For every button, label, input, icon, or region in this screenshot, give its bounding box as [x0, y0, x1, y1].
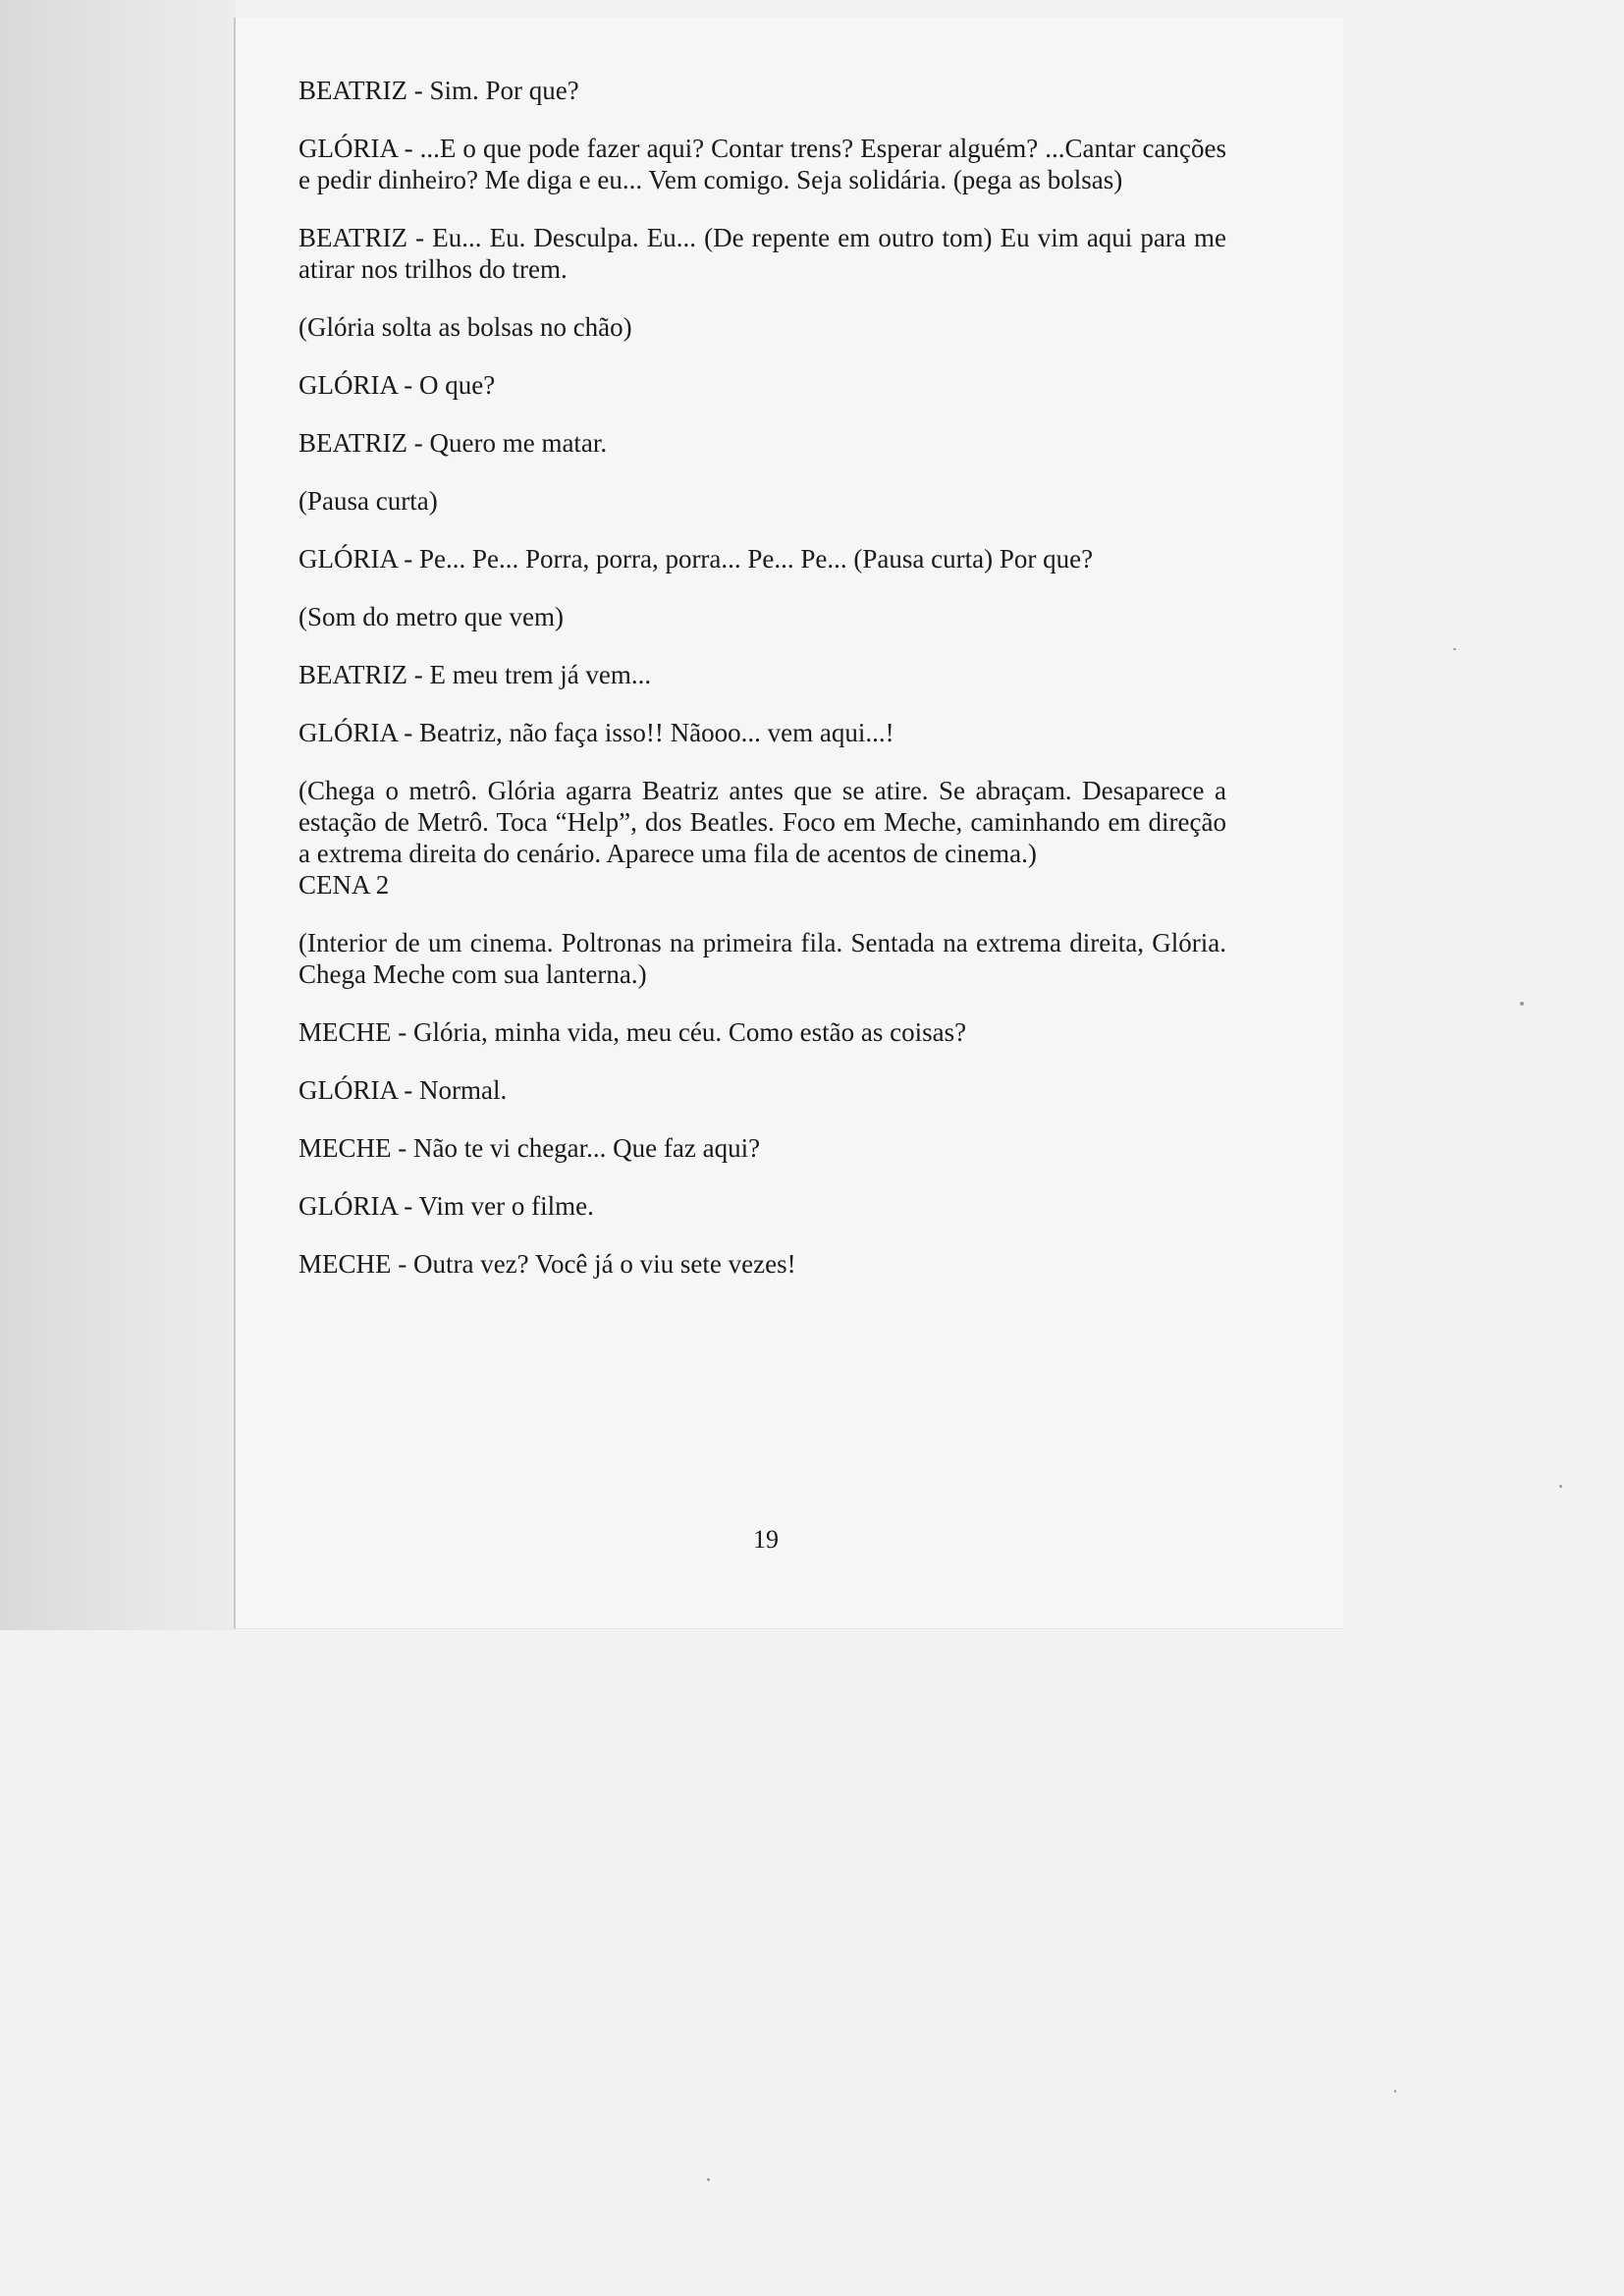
stage-direction: (Som do metro que vem) [298, 602, 564, 631]
dialogue-beatriz: BEATRIZ - Eu... Eu. Desculpa. Eu... (De repente em outro tom) Eu vim aqui para me atirar nos trilhos do trem. [298, 223, 1226, 284]
stage-direction: (Glória solta as bolsas no chão) [298, 312, 632, 342]
dialogue-meche: MECHE - Glória, minha vida, meu céu. Como estão as coisas? [298, 1017, 967, 1047]
scan-speck [1520, 1002, 1524, 1006]
scene-heading: CENA 2 [298, 870, 390, 900]
page-number: 19 [753, 1525, 779, 1554]
scan-shadow [0, 0, 236, 1630]
dialogue-gloria: GLÓRIA - Pe... Pe... Porra, porra, porra... Pe... Pe... (Pausa curta) Por que? [298, 544, 1094, 574]
dialogue-beatriz: BEATRIZ - Sim. Por que? [298, 76, 579, 105]
dialogue-gloria: GLÓRIA - ...E o que pode fazer aqui? Contar trens? Esperar alguém? ...Cantar canções e pedir dinheiro? Me diga e eu... Vem comigo. Seja solidária. (pega as bolsas) [298, 134, 1226, 194]
scan-speck [1453, 648, 1456, 650]
dialogue-gloria: GLÓRIA - Beatriz, não faça isso!! Nãooo... vem aqui...! [298, 718, 894, 747]
dialogue-meche: MECHE - Outra vez? Você já o viu sete vezes! [298, 1249, 796, 1279]
dialogue-meche: MECHE - Não te vi chegar... Que faz aqui? [298, 1133, 761, 1163]
dialogue-gloria: GLÓRIA - O que? [298, 370, 496, 400]
script-body [298, 75, 1226, 1306]
stage-direction: (Pausa curta) [298, 486, 438, 516]
scan-speck [1394, 2090, 1396, 2093]
stage-direction: (Interior de um cinema. Poltronas na primeira fila. Sentada na extrema direita, Glória. Chega Meche com sua lanterna.) [298, 928, 1226, 989]
scan-speck [707, 2178, 710, 2181]
dialogue-beatriz: BEATRIZ - E meu trem já vem... [298, 660, 652, 689]
stage-direction: (Chega o metrô. Glória agarra Beatriz antes que se atire. Se abraçam. Desaparece a estação de Metrô. Toca “Help”, dos Beatles. Foco em Meche, caminhando em direção a extrema direita do cenário. Aparece uma fila de acentos de cinema.) [298, 776, 1226, 868]
dialogue-gloria: GLÓRIA - Normal. [298, 1075, 508, 1105]
scan-speck [1559, 1485, 1562, 1488]
dialogue-beatriz: BEATRIZ - Quero me matar. [298, 428, 608, 458]
dialogue-gloria: GLÓRIA - Vim ver o filme. [298, 1191, 594, 1221]
